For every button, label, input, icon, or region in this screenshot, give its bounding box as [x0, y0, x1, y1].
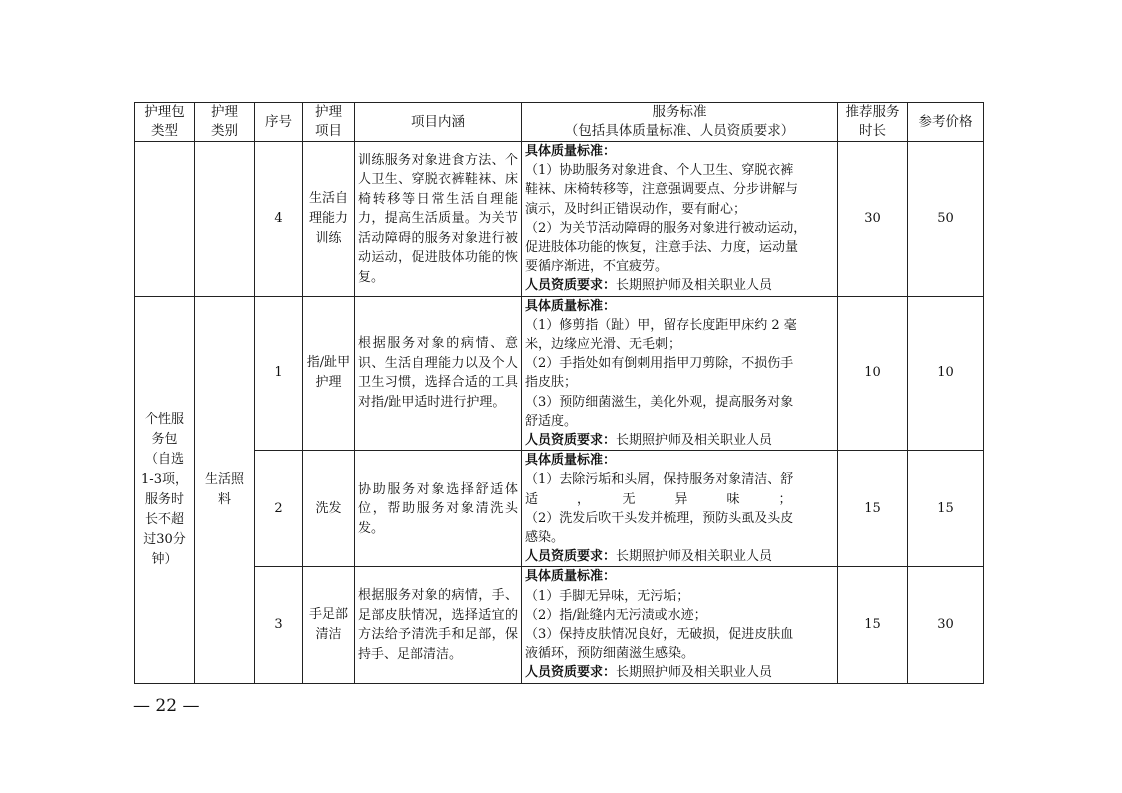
- content-cell: 训练服务对象进食方法、个人卫生、穿脱衣裤鞋袜、床椅转移等日常生活自理能力，提高生活质量。为关节活动障碍的服务对象进行被动运动，促进肢体功能的恢复。: [355, 142, 522, 297]
- quality-label: 具体质量标准：: [525, 298, 617, 314]
- quality-line: （3）预防细菌滋生，美化外观，提高服务对象: [525, 394, 794, 410]
- item-cell: 洗发: [303, 451, 355, 567]
- quality-line: 适 ， 无 异 味 ；: [525, 491, 792, 507]
- item-cell: 生活自理能力训练: [303, 142, 355, 297]
- quality-line: 指皮肤；: [525, 375, 578, 391]
- quality-line: 促进肢体功能的恢复，注意手法、力度，运动量: [525, 240, 799, 256]
- seq-cell: 2: [255, 451, 303, 567]
- qualification-value: 长期照护师及相关职业人员: [616, 665, 773, 681]
- quality-line: （3）保持皮肤情况良好，无破损，促进皮肤血: [525, 627, 794, 643]
- page-number: — 22 —: [133, 696, 200, 716]
- price-cell: 15: [908, 451, 984, 567]
- quality-line: （1）协助服务对象进食、个人卫生、穿脱衣裤: [525, 163, 794, 179]
- quality-line: 要循序渐进，不宜疲劳。: [525, 259, 669, 275]
- table-row: [135, 451, 984, 567]
- qualification-line: [525, 276, 834, 295]
- quality-line: （2）为关节活动障碍的服务对象进行被动运动，: [525, 220, 807, 236]
- header-care-category: 护理 类别: [195, 103, 255, 142]
- quality-line: （2）洗发后吹干头发并梳理，预防头虱及头皮: [525, 510, 794, 526]
- qualification-label: 人员资质要求：: [525, 665, 617, 681]
- quality-line: （1）去除污垢和头屑，保持服务对象清洁、舒: [525, 472, 794, 488]
- package-type-cell: 个性服务包（自选1-3项，服务时长不超过30分钟）: [135, 296, 195, 683]
- content-cell: 协助服务对象选择舒适体位，帮助服务对象清洗头发。: [355, 451, 522, 567]
- qualification-line: [525, 547, 834, 566]
- qualification-label: 人员资质要求：: [525, 433, 617, 449]
- duration-cell: 15: [838, 451, 908, 567]
- standard-cell: [522, 451, 838, 567]
- quality-line: （2）手指处如有倒刺用指甲刀剪除，不损伤手: [525, 356, 794, 372]
- content-cell: 根据服务对象的病情，手、足部皮肤情况，选择适宜的方法给予清洗手和足部，保持手、足部清洁。: [355, 567, 522, 683]
- table-header-row: [135, 103, 984, 142]
- qualification-value: 长期照护师及相关职业人员: [616, 433, 773, 449]
- package-type-cell-empty: [135, 142, 195, 297]
- qualification-label: 人员资质要求：: [525, 278, 617, 294]
- standard-cell: [522, 567, 838, 683]
- table-row: [135, 296, 984, 451]
- header-item: 护理 项目: [303, 103, 355, 142]
- quality-label: 具体质量标准：: [525, 453, 617, 469]
- quality-label: 具体质量标准：: [525, 144, 617, 159]
- price-cell: 50: [908, 142, 984, 297]
- header-duration: 推荐服务 时长: [838, 103, 908, 142]
- qualification-line: [525, 663, 834, 682]
- standard-cell: [522, 296, 838, 451]
- price-cell: 10: [908, 296, 984, 451]
- duration-cell: 10: [838, 296, 908, 451]
- quality-line: 演示，及时纠正错误动作，要有耐心；: [525, 201, 747, 217]
- header-price: 参考价格: [908, 103, 984, 142]
- seq-cell: 3: [255, 567, 303, 683]
- table-row: [135, 142, 984, 297]
- qualification-value: 长期照护师及相关职业人员: [616, 549, 773, 565]
- care-category-cell-empty: [195, 142, 255, 297]
- quality-line: 米，边缘应光滑、无毛刺；: [525, 337, 682, 353]
- duration-cell: 15: [838, 567, 908, 683]
- service-standard-table: [134, 102, 984, 684]
- quality-line: （1）手脚无异味，无污垢；: [525, 588, 690, 604]
- qualification-line: [525, 431, 834, 450]
- header-content: 项目内涵: [355, 103, 522, 142]
- quality-line: 感染。: [525, 530, 565, 546]
- item-cell: 手足部清洁: [303, 567, 355, 683]
- standard-cell: [522, 142, 838, 297]
- quality-line: 舒适度。: [525, 413, 578, 429]
- price-cell: 30: [908, 567, 984, 683]
- quality-line: 鞋袜、床椅转移等，注意强调要点、分步讲解与: [525, 182, 799, 198]
- seq-cell: 1: [255, 296, 303, 451]
- quality-line: （2）指/趾缝内无污渍或水迹；: [525, 607, 707, 623]
- quality-line: 液循环，预防细菌滋生感染。: [525, 646, 695, 662]
- item-cell: 指/趾甲护理: [303, 296, 355, 451]
- table-row: [135, 567, 984, 683]
- duration-cell: 30: [838, 142, 908, 297]
- header-standard: 服务标准 （包括具体质量标准、人员资质要求）: [522, 103, 838, 142]
- care-category-cell: 生活照料: [195, 296, 255, 683]
- qualification-value: 长期照护师及相关职业人员: [616, 278, 773, 294]
- header-package-type: 护理包 类型: [135, 103, 195, 142]
- quality-label: 具体质量标准：: [525, 569, 617, 585]
- seq-cell: 4: [255, 142, 303, 297]
- header-seq: 序号: [255, 103, 303, 142]
- qualification-label: 人员资质要求：: [525, 549, 617, 565]
- content-cell: 根据服务对象的病情、意识、生活自理能力以及个人卫生习惯，选择合适的工具对指/趾甲适时进行护理。: [355, 296, 522, 451]
- quality-line: （1）修剪指（趾）甲，留存长度距甲床约 2 毫: [525, 317, 797, 333]
